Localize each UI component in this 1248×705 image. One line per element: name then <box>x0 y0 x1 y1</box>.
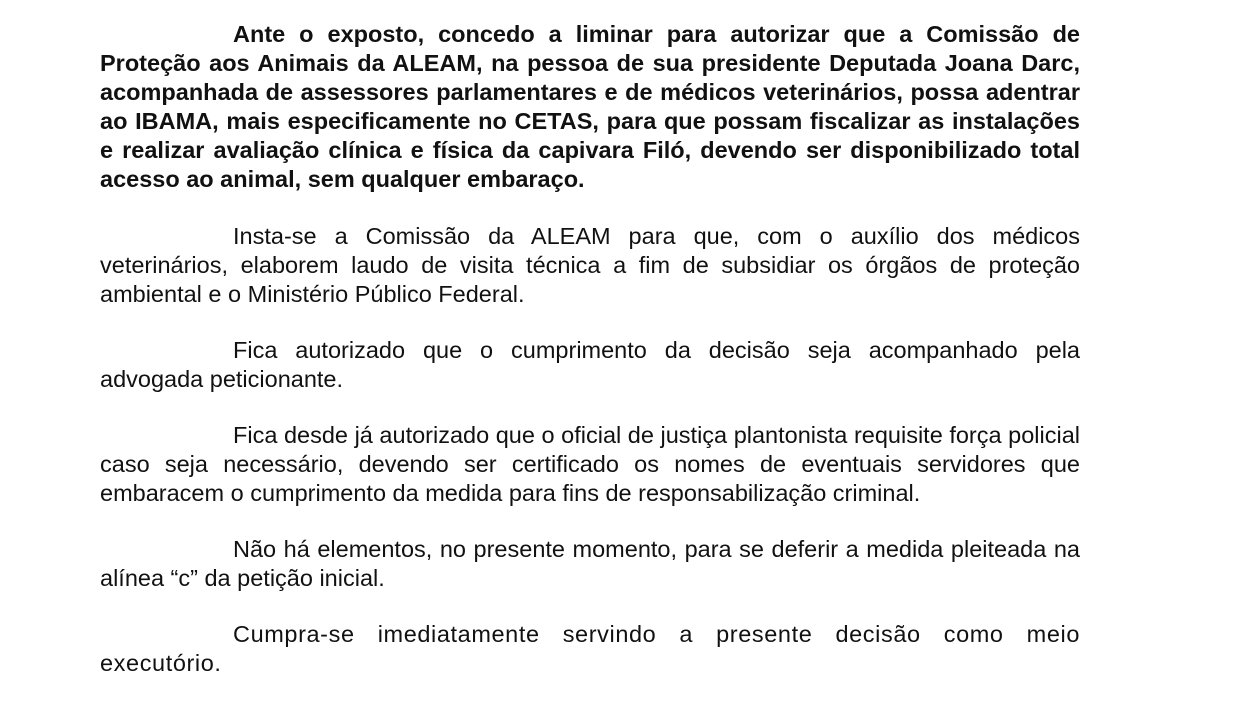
document-page <box>100 20 1080 705</box>
paragraph-decision: Ante o exposto, concedo a liminar para autorizar que a Comissão de Proteção aos Animais da ALEAM, na pessoa de sua presidente Deputada Joana Darc, acompanhada de assessores parlamentares e de médicos veterinários, possa adentrar ao IBAMA, mais especificamente no CETAS, para que possam fiscalizar as instalações e realizar avaliação clínica e física da capivara Filó, devendo ser disponibilizado total acesso ao animal, sem qualquer embaraço. <box>100 21 1080 192</box>
paragraph-technical-report: Insta-se a Comissão da ALEAM para que, com o auxílio dos médicos veterinários, elaborem laudo de visita técnica a fim de subsidiar os órgãos de proteção ambiental e o Ministério Público Federal. <box>100 223 1080 307</box>
paragraph-lawyer-authorization: Fica autorizado que o cumprimento da decisão seja acompanhado pela advogada peticionante. <box>100 337 1080 392</box>
paragraph-denied-measure: Não há elementos, no presente momento, para se deferir a medida pleiteada na alínea “c” da petição inicial. <box>100 536 1080 591</box>
paragraph-execution-order: Cumpra-se imediatamente servindo a presente decisão como meio executório. <box>100 621 1080 676</box>
paragraph-police-support: Fica desde já autorizado que o oficial de justiça plantonista requisite força policial caso seja necessário, devendo ser certificado os nomes de eventuais servidores que embaracem o cumprimento da medida para fins de responsabilização criminal. <box>100 422 1080 506</box>
